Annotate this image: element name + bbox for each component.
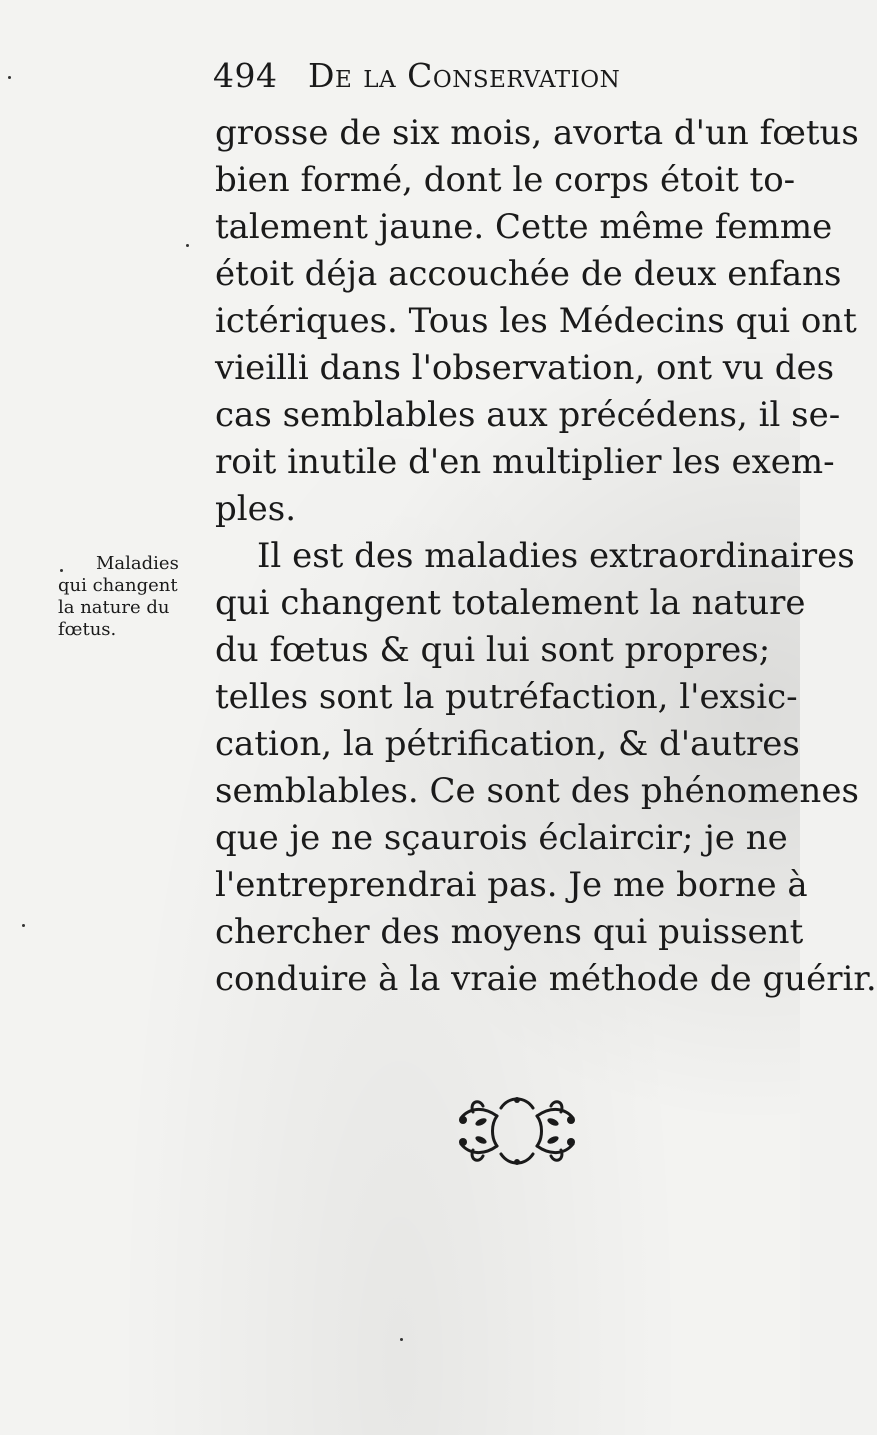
margin-note-line: fœtus. <box>58 619 117 640</box>
text-line: cation, la pétrification, & d'autres <box>215 724 800 764</box>
text-line: étoit déja accouchée de deux enfans <box>215 254 842 294</box>
text-line: talement jaune. Cette même femme <box>215 207 833 247</box>
paragraph-continued <box>215 110 859 533</box>
text-line: cas semblables aux précédens, il se- <box>215 395 841 435</box>
page-number: 494 <box>213 56 278 95</box>
print-speck <box>400 1338 403 1341</box>
text-line: l'entreprendrai pas. Je me borne à <box>215 865 808 905</box>
text-line: ples. <box>215 489 297 529</box>
body-text <box>215 110 877 1003</box>
text-line: bien formé, dont le corps étoit to- <box>215 160 796 200</box>
paragraph-maladies <box>215 533 877 1003</box>
print-speck <box>8 76 11 79</box>
text-line: ictériques. Tous les Médecins qui ont <box>215 301 857 341</box>
margin-note <box>58 553 208 641</box>
page-header <box>213 56 773 106</box>
text-line: vieilli dans l'observation, ont vu des <box>215 348 835 388</box>
text-line: grosse de six mois, avorta d'un fœtus <box>215 113 859 153</box>
fleuron-ornament <box>453 1088 581 1174</box>
margin-note-line: qui changent <box>58 575 178 596</box>
text-line: telles sont la putréfaction, l'exsic- <box>215 677 798 717</box>
print-speck <box>22 924 25 927</box>
text-line: Il est des maladies extraordinaires <box>257 536 855 576</box>
running-head: De la Conservation <box>308 56 621 95</box>
text-line: du fœtus & qui lui sont propres; <box>215 630 771 670</box>
text-line: roit inutile d'en multiplier les exem- <box>215 442 835 482</box>
text-line: qui changent totalement la nature <box>215 583 806 623</box>
text-line: chercher des moyens qui puissent <box>215 912 804 952</box>
text-line: conduire à la vraie méthode de guérir. <box>215 959 877 999</box>
margin-note-line: Maladies <box>96 553 179 574</box>
print-speck <box>60 569 63 572</box>
text-line: semblables. Ce sont des phénomenes <box>215 771 859 811</box>
margin-note-line: la nature du <box>58 597 170 618</box>
print-speck <box>186 244 189 247</box>
text-line: que je ne sçaurois éclaircir; je ne <box>215 818 788 858</box>
